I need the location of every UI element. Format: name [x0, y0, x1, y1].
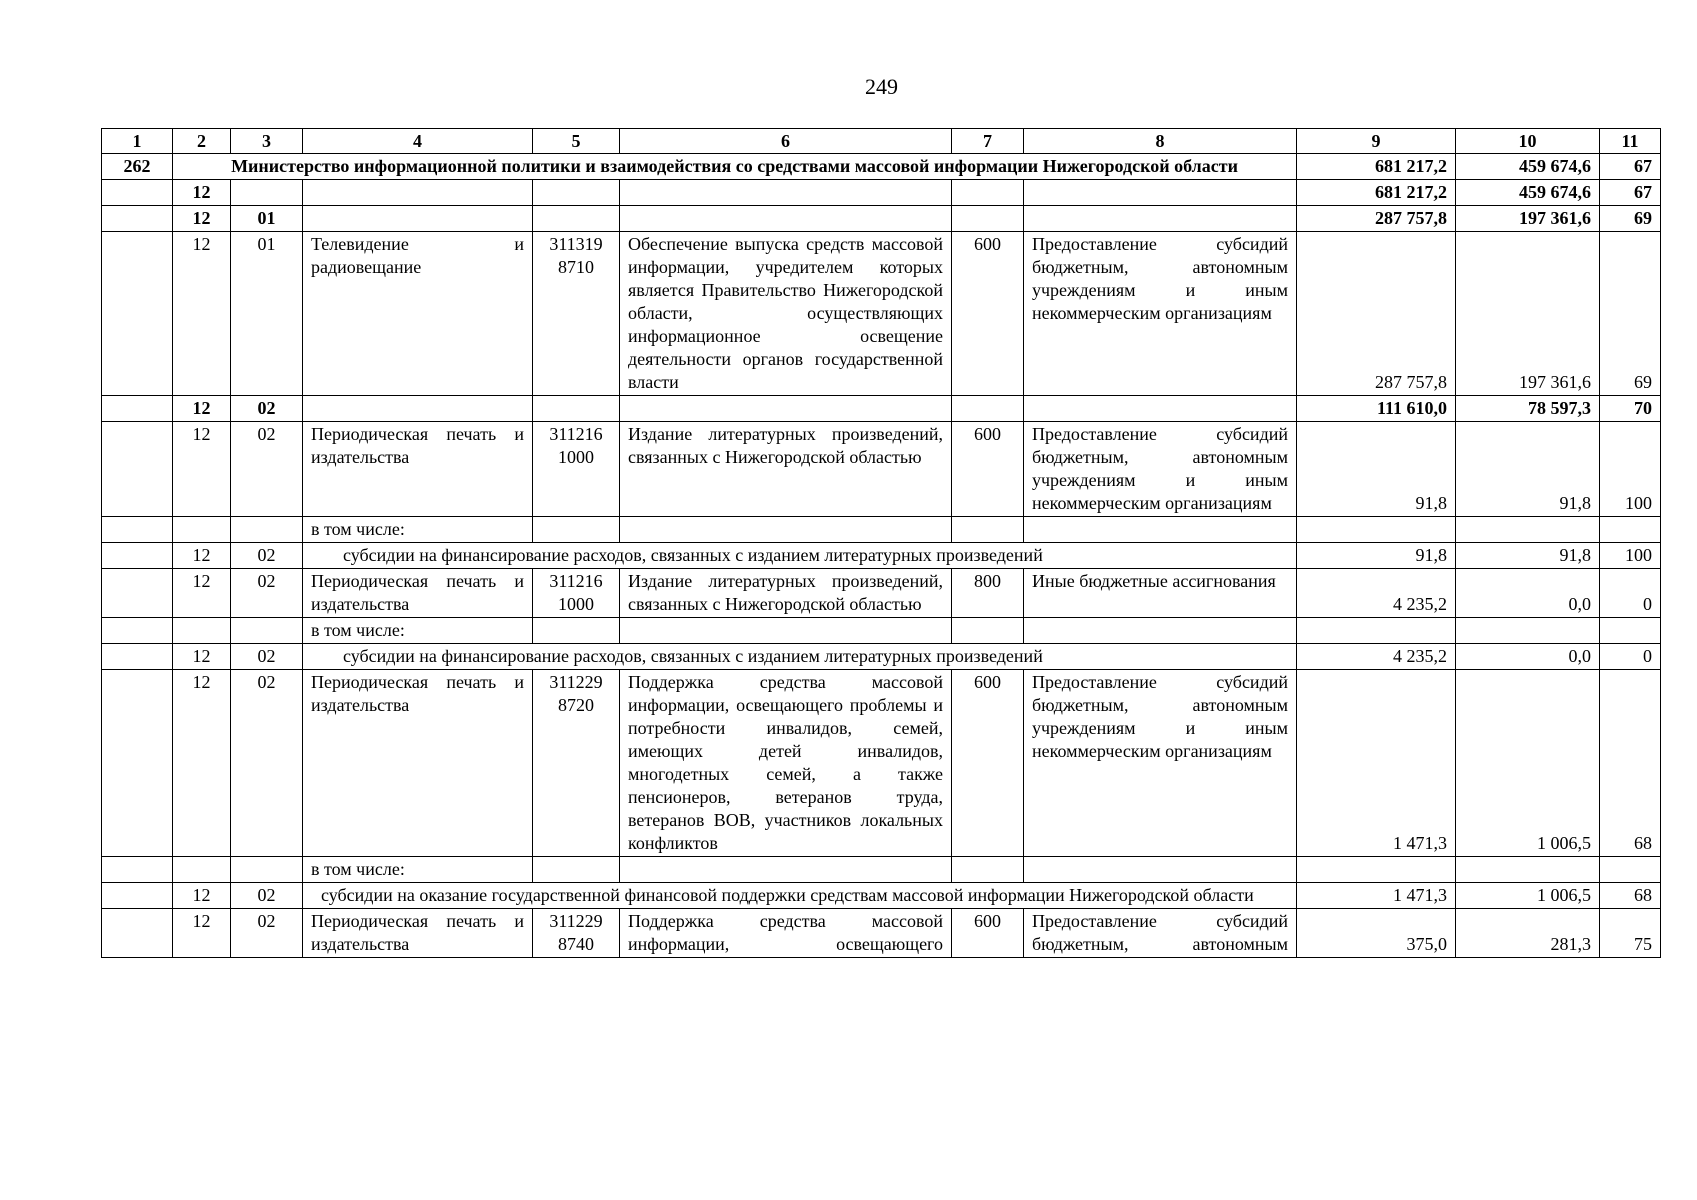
col-header: 5: [533, 129, 620, 154]
subsidy-row: [102, 883, 1661, 909]
subsidy-row: [102, 644, 1661, 670]
page-number: 249: [865, 74, 898, 99]
cell-c10: 91,8: [1456, 422, 1600, 517]
cell-c3: 02: [231, 909, 303, 958]
cell-c10: 459 674,6: [1456, 180, 1600, 206]
including-label: в том числе:: [303, 857, 533, 883]
cell-c9: 91,8: [1297, 422, 1456, 517]
cell-c7: 600: [952, 422, 1024, 517]
cell-c9: 375,0: [1297, 909, 1456, 958]
cell-c2: 12: [173, 180, 231, 206]
cell-c10: 459 674,6: [1456, 154, 1600, 180]
cell-c5: 311216 1000: [533, 569, 620, 618]
col-header: 1: [102, 129, 173, 154]
cell-c11: 68: [1600, 883, 1661, 909]
cell-c2: 12: [173, 543, 231, 569]
cell-c3: 01: [231, 232, 303, 396]
subsidy-text: субсидии на оказание государственной финансовой поддержки средствам массовой информации Нижегородской области: [303, 883, 1297, 909]
cell-c7: 600: [952, 232, 1024, 396]
cell-c8: Предоставление субсидий бюджетным, автономным: [1024, 909, 1297, 958]
col-header: 8: [1024, 129, 1297, 154]
cell-c9: 1 471,3: [1297, 883, 1456, 909]
ministry-row: [102, 154, 1661, 180]
budget-table: [101, 128, 1661, 958]
cell-c9: 91,8: [1297, 543, 1456, 569]
cell-c2: 12: [173, 422, 231, 517]
cell-c6: Обеспечение выпуска средств массовой информации, учредителем которых является Правительство Нижегородской области, осуществляющих информационное освещение деятельности органов государственной власти: [620, 232, 952, 396]
cell-c9: 287 757,8: [1297, 232, 1456, 396]
table-row: [102, 670, 1661, 857]
cell-c3: 02: [231, 396, 303, 422]
table-row: [102, 569, 1661, 618]
cell-c9: 4 235,2: [1297, 569, 1456, 618]
cell-c7: 800: [952, 569, 1024, 618]
including-row: [102, 517, 1661, 543]
col-header: 2: [173, 129, 231, 154]
cell-c9: 1 471,3: [1297, 670, 1456, 857]
cell-c11: 100: [1600, 543, 1661, 569]
cell-c10: 0,0: [1456, 569, 1600, 618]
cell-c10: 91,8: [1456, 543, 1600, 569]
cell-c4: Периодическая печать и издательства: [303, 422, 533, 517]
cell-c2: 12: [173, 206, 231, 232]
cell-c6: Издание литературных произведений, связанных с Нижегородской областью: [620, 569, 952, 618]
including-row: [102, 857, 1661, 883]
subsection-01-row: [102, 206, 1661, 232]
cell-c4: Телевидение и радиовещание: [303, 232, 533, 396]
cell-c5: 311229 8720: [533, 670, 620, 857]
cell-c5: 311319 8710: [533, 232, 620, 396]
subsidy-text: субсидии на финансирование расходов, связанных с изданием литературных произведений: [303, 644, 1297, 670]
cell-c11: 100: [1600, 422, 1661, 517]
cell-c9: 4 235,2: [1297, 644, 1456, 670]
col-header: 9: [1297, 129, 1456, 154]
including-label: в том числе:: [303, 618, 533, 644]
subsidy-row: [102, 543, 1661, 569]
cell-c9: 681 217,2: [1297, 180, 1456, 206]
cell-c3: 01: [231, 206, 303, 232]
cell-c7: 600: [952, 670, 1024, 857]
table-row: [102, 232, 1661, 396]
cell-c11: 68: [1600, 670, 1661, 857]
col-header: 7: [952, 129, 1024, 154]
cell-c11: 69: [1600, 206, 1661, 232]
cell-c11: 0: [1600, 644, 1661, 670]
cell-c10: 197 361,6: [1456, 206, 1600, 232]
cell-c7: 600: [952, 909, 1024, 958]
cell-c4: Периодическая печать и издательства: [303, 670, 533, 857]
cell-c2: 12: [173, 232, 231, 396]
cell-c11: 69: [1600, 232, 1661, 396]
cell-c3: 02: [231, 644, 303, 670]
cell-c6: Поддержка средства массовой информации, освещающего: [620, 909, 952, 958]
cell-c11: 67: [1600, 154, 1661, 180]
cell-c9: 111 610,0: [1297, 396, 1456, 422]
cell-c4: Периодическая печать и издательства: [303, 569, 533, 618]
cell-c10: 197 361,6: [1456, 232, 1600, 396]
cell-c3: 02: [231, 883, 303, 909]
cell-c8: Предоставление субсидий бюджетным, автономным учреждениям и иным некоммерческим организациям: [1024, 670, 1297, 857]
subsidy-text: субсидии на финансирование расходов, связанных с изданием литературных произведений: [303, 543, 1297, 569]
column-numbers-row: [102, 129, 1661, 154]
cell-c10: 1 006,5: [1456, 670, 1600, 857]
section-row: [102, 180, 1661, 206]
col-header: 6: [620, 129, 952, 154]
cell-c8: Предоставление субсидий бюджетным, автономным учреждениям и иным некоммерческим организациям: [1024, 422, 1297, 517]
cell-c6: Поддержка средства массовой информации, освещающего проблемы и потребности инвалидов, семей, имеющих детей инвалидов, многодетных семей, а также пенсионеров, ветеранов труда, ветеранов ВОВ, участников локальных конфликтов: [620, 670, 952, 857]
cell-c5: 311216 1000: [533, 422, 620, 517]
cell-c8: Иные бюджетные ассигнования: [1024, 569, 1297, 618]
table-row: [102, 909, 1661, 958]
cell-c6: Издание литературных произведений, связанных с Нижегородской областью: [620, 422, 952, 517]
ministry-title: Министерство информационной политики и взаимодействия со средствами массовой информации Нижегородской области: [173, 154, 1297, 180]
cell-c3: 02: [231, 670, 303, 857]
ministry-code: 262: [102, 154, 173, 180]
cell-c11: 70: [1600, 396, 1661, 422]
cell-c10: 0,0: [1456, 644, 1600, 670]
cell-c3: 02: [231, 543, 303, 569]
cell-c10: 78 597,3: [1456, 396, 1600, 422]
cell-c4: Периодическая печать и издательства: [303, 909, 533, 958]
col-header: 10: [1456, 129, 1600, 154]
cell-c5: 311229 8740: [533, 909, 620, 958]
cell-c2: 12: [173, 883, 231, 909]
col-header: 4: [303, 129, 533, 154]
cell-c11: 0: [1600, 569, 1661, 618]
col-header: 11: [1600, 129, 1661, 154]
cell-c2: 12: [173, 670, 231, 857]
table-row: [102, 422, 1661, 517]
cell-c11: 75: [1600, 909, 1661, 958]
cell-c9: 287 757,8: [1297, 206, 1456, 232]
cell-c11: 67: [1600, 180, 1661, 206]
cell-c8: Предоставление субсидий бюджетным, автономным учреждениям и иным некоммерческим организациям: [1024, 232, 1297, 396]
cell-c2: 12: [173, 396, 231, 422]
subsection-02-row: [102, 396, 1661, 422]
cell-c3: 02: [231, 569, 303, 618]
cell-c10: 1 006,5: [1456, 883, 1600, 909]
cell-c9: 681 217,2: [1297, 154, 1456, 180]
cell-c2: 12: [173, 644, 231, 670]
col-header: 3: [231, 129, 303, 154]
cell-c10: 281,3: [1456, 909, 1600, 958]
cell-c2: 12: [173, 569, 231, 618]
including-label: в том числе:: [303, 517, 533, 543]
cell-c3: 02: [231, 422, 303, 517]
including-row: [102, 618, 1661, 644]
cell-c2: 12: [173, 909, 231, 958]
